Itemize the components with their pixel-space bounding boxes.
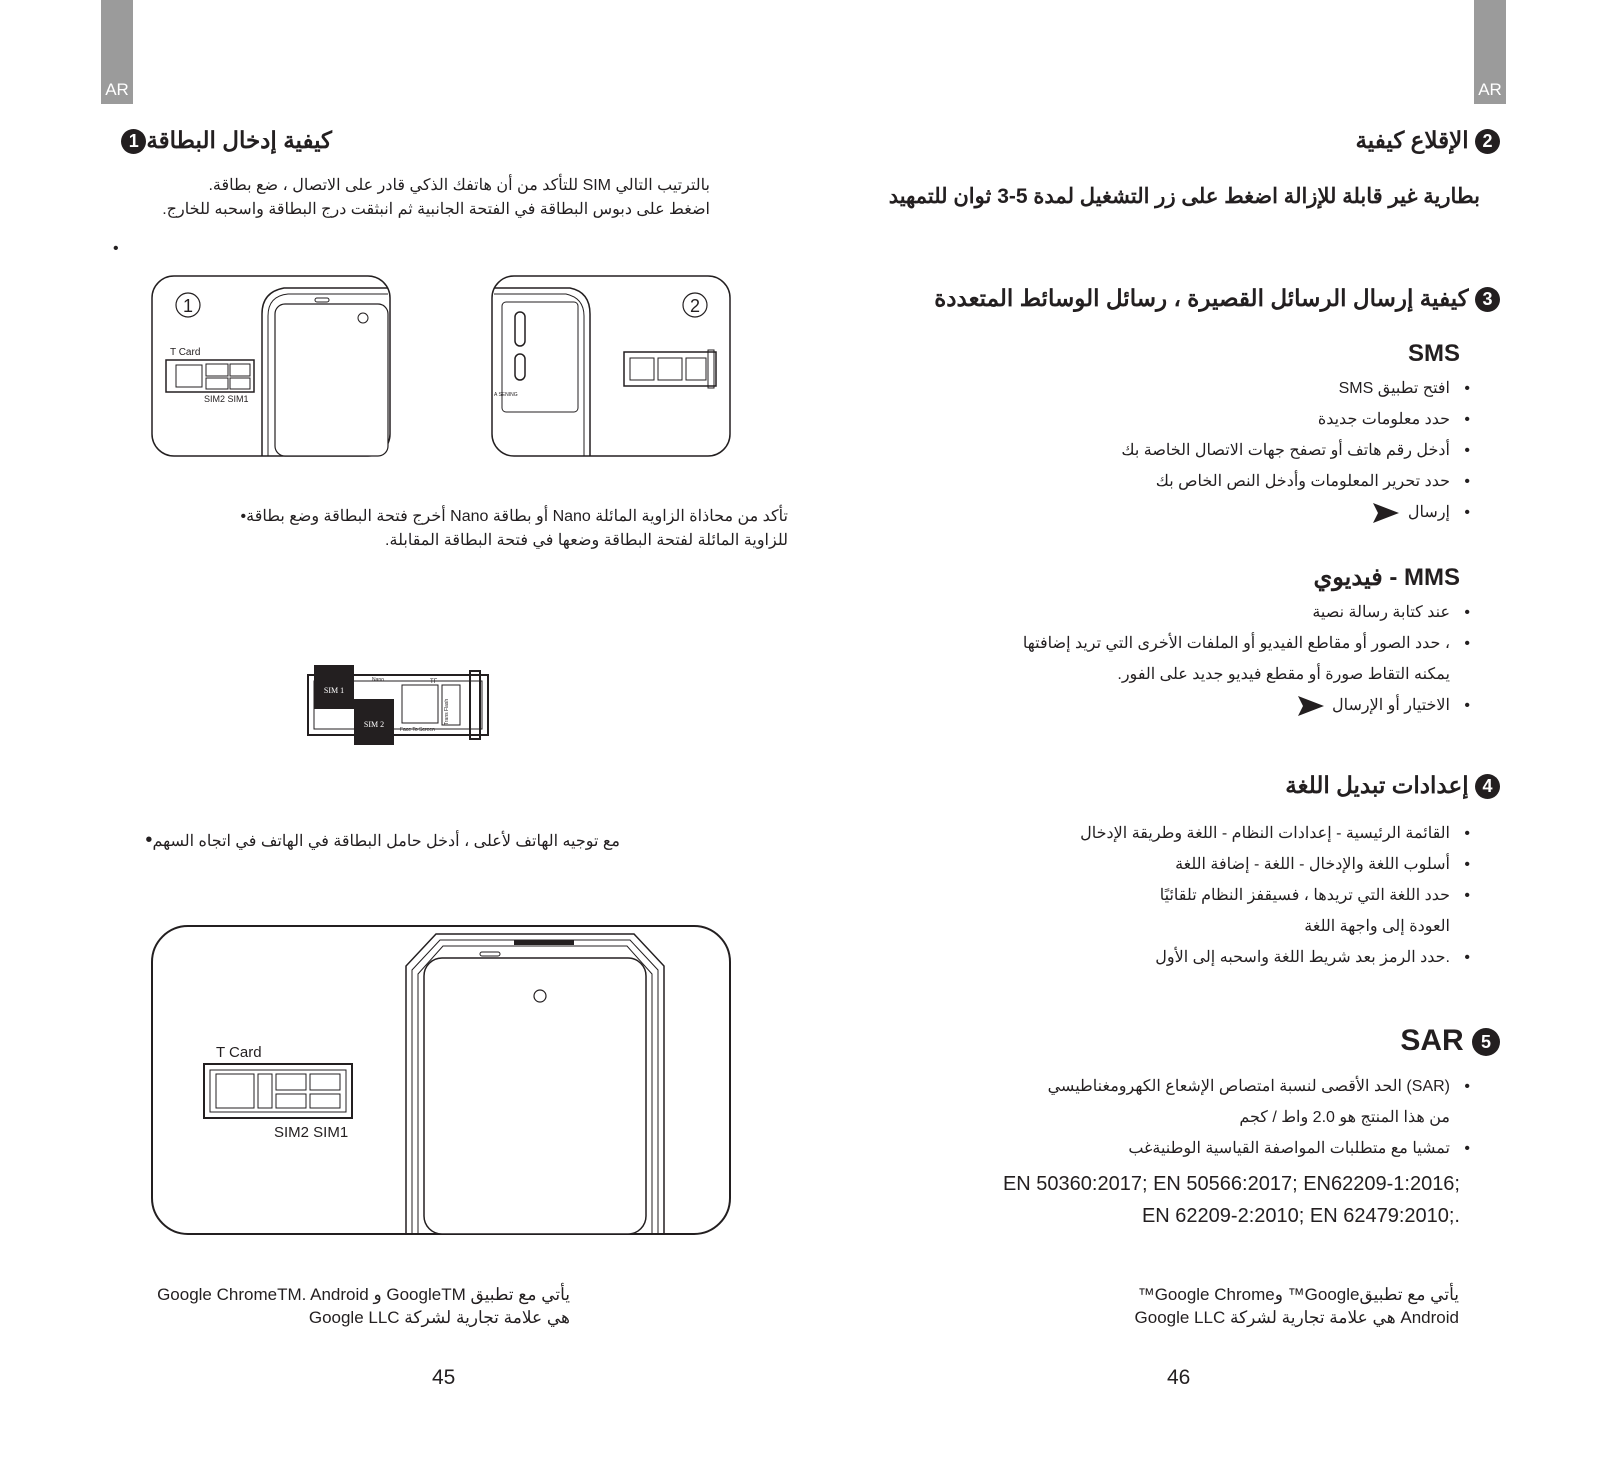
list-item: • الاختيار أو الإرسال	[672, 690, 1472, 721]
mms-heading: MMS - فيديوي	[1313, 564, 1460, 591]
mms-steps	[672, 597, 1472, 721]
page-number-right: 46	[1167, 1366, 1191, 1389]
list-item: • ، حدد الصور أو مقاطع الفيديو أو الملفات الأخرى التي تريد إضافتها	[672, 628, 1472, 659]
section-number-badge: 5	[1472, 1028, 1500, 1056]
standards-line: EN 62209-2:2010; EN 62479:2010;.	[1141, 1205, 1460, 1227]
card-tray	[204, 1064, 352, 1118]
top-notch	[514, 940, 574, 945]
list-item: • حدد تحرير المعلومات وأدخل النص الخاص بك	[772, 466, 1472, 497]
section-title: الإقلاع كيفية	[1355, 127, 1469, 153]
paragraph-line: تأكد من محاذاة الزاوية المائلة Nano أو بطاقة Nano أخرج فتحة البطاقة وضع بطاقة•	[240, 508, 788, 525]
footer-line: Android هي علامة تجارية لشركة Google LLC	[1134, 1308, 1459, 1327]
tab-label: AR	[1478, 80, 1502, 99]
language-tab-right	[1474, 0, 1506, 104]
list-item: • عند كتابة رسالة نصية	[672, 597, 1472, 628]
send-icon	[1298, 696, 1324, 716]
sar-standards	[760, 1168, 1460, 1232]
tf-label: TF	[430, 679, 438, 685]
language-steps	[772, 818, 1472, 973]
page-number-left: 45	[432, 1366, 456, 1389]
section-2-text: بطارية غير قابلة للإزالة اضغط على زر التشغيل لمدة 5-3 ثوان للتمهيد	[888, 185, 1480, 208]
list-item: • أدخل رقم هاتف أو تصفح جهات الاتصال الخاصة بك	[772, 435, 1472, 466]
list-item: من هذا المنتج هو 2.0 واط / كجم	[1239, 1109, 1450, 1126]
paragraph-line: بالترتيب التالي SIM للتأكد من أن هاتفك الذكي قادر على الاتصال ، ضع بطاقة.	[208, 177, 710, 194]
sms-steps	[772, 373, 1472, 528]
list-item: • أسلوب اللغة والإدخال - اللغة - إضافة اللغة	[772, 849, 1472, 880]
send-icon	[1373, 503, 1399, 523]
standards-line: EN 50360:2017; EN 50566:2017; EN62209-1:2016;	[1002, 1173, 1460, 1195]
section-number-badge: 2	[1475, 129, 1500, 154]
nano-instructions	[98, 505, 788, 553]
tab-label: AR	[105, 80, 129, 99]
sensor-label: A SENING	[494, 392, 518, 398]
t-card-label: T Card	[216, 1044, 262, 1061]
footer-line: هي علامة تجارية لشركة Google LLC	[308, 1308, 570, 1327]
section-title: كيفية إدخال البطاقة	[146, 127, 332, 153]
list-item: • تمشيا مع متطلبات المواصفة القياسية الوطنيةغب	[772, 1133, 1472, 1164]
section-5-heading	[1200, 1024, 1500, 1058]
sim-eject-figure	[150, 274, 732, 458]
section-4-heading	[1100, 772, 1500, 799]
list-item: • حدد اللغة التي تريدها ، فسيقفز النظام تلقائيًا	[772, 880, 1472, 911]
section-title: SAR	[1400, 1024, 1464, 1057]
language-tab-left	[101, 0, 133, 104]
section-number-badge: 1	[121, 129, 146, 154]
phone-screen	[275, 304, 388, 456]
footer-note-right	[999, 1283, 1459, 1329]
section-2-heading	[1100, 127, 1500, 154]
sim-slot-labels: SIM2 SIM1	[204, 394, 249, 404]
bullet-dot: •	[113, 240, 119, 257]
tray-insertion-figure	[150, 924, 732, 1236]
ejected-tray	[624, 352, 716, 386]
face-to-screen-label: Face To Screen	[400, 727, 435, 733]
list-item: العودة إلى واجهة اللغة	[1304, 918, 1450, 935]
sim2-label: SIM 2	[363, 720, 385, 729]
trans-flash-label: Trans Flash	[444, 698, 450, 725]
section-title: إعدادات تبديل اللغة	[1285, 772, 1469, 798]
list-item: • إرسال	[772, 497, 1472, 528]
step-number: 2	[689, 296, 701, 316]
insert-instruction: مع توجيه الهاتف لأعلى ، أدخل حامل البطاقة في الهاتف في اتجاه السهم•	[145, 829, 620, 851]
footer-line: يأتي مع تطبيقGoogle™ وGoogle Chrome™	[1137, 1285, 1459, 1304]
t-card-label: T Card	[170, 347, 201, 358]
list-item: • افتح تطبيق SMS	[772, 373, 1472, 404]
section-number-badge: 4	[1475, 774, 1500, 799]
sim-tray-figure	[306, 665, 496, 757]
paragraph-line: للزاوية المائلة لفتحة البطاقة وضعها في فتحة البطاقة المقابلة.	[385, 532, 788, 549]
list-item: • (SAR) الحد الأقصى لنسبة امتصاص الإشعاع الكهرومغناطيسي	[772, 1071, 1472, 1102]
list-item: • .حدد الرمز بعد شريط اللغة واسحبه إلى الأول	[772, 942, 1472, 973]
sim-slot-labels: SIM2 SIM1	[274, 1124, 349, 1141]
sar-details	[772, 1071, 1472, 1164]
section-3-heading	[800, 285, 1500, 312]
list-item: • حدد معلومات جديدة	[772, 404, 1472, 435]
section-number-badge: 3	[1475, 287, 1500, 312]
footer-line: يأتي مع تطبيق GoogleTM و Google ChromeTM. Android	[157, 1285, 570, 1304]
list-item: • القائمة الرئيسية - إعدادات النظام - اللغة وطريقة الإدخال	[772, 818, 1472, 849]
section-title: كيفية إرسال الرسائل القصيرة ، رسائل الوسائط المتعددة	[934, 285, 1469, 311]
nano-label: Nano	[372, 677, 384, 683]
list-item: يمكنه التقاط صورة أو مقطع فيديو جديد على الفور.	[1117, 666, 1450, 683]
section-1-text	[90, 174, 710, 222]
footer-note-left	[110, 1283, 570, 1329]
sms-heading: SMS	[1407, 340, 1460, 367]
step-number: 1	[182, 296, 194, 316]
sim1-label: SIM 1	[323, 686, 345, 695]
paragraph-line: اضغط على دبوس البطاقة في الفتحة الجانبية ثم انبثقت درج البطاقة واسحبه للخارج.	[162, 201, 710, 218]
section-1-heading	[92, 127, 332, 154]
